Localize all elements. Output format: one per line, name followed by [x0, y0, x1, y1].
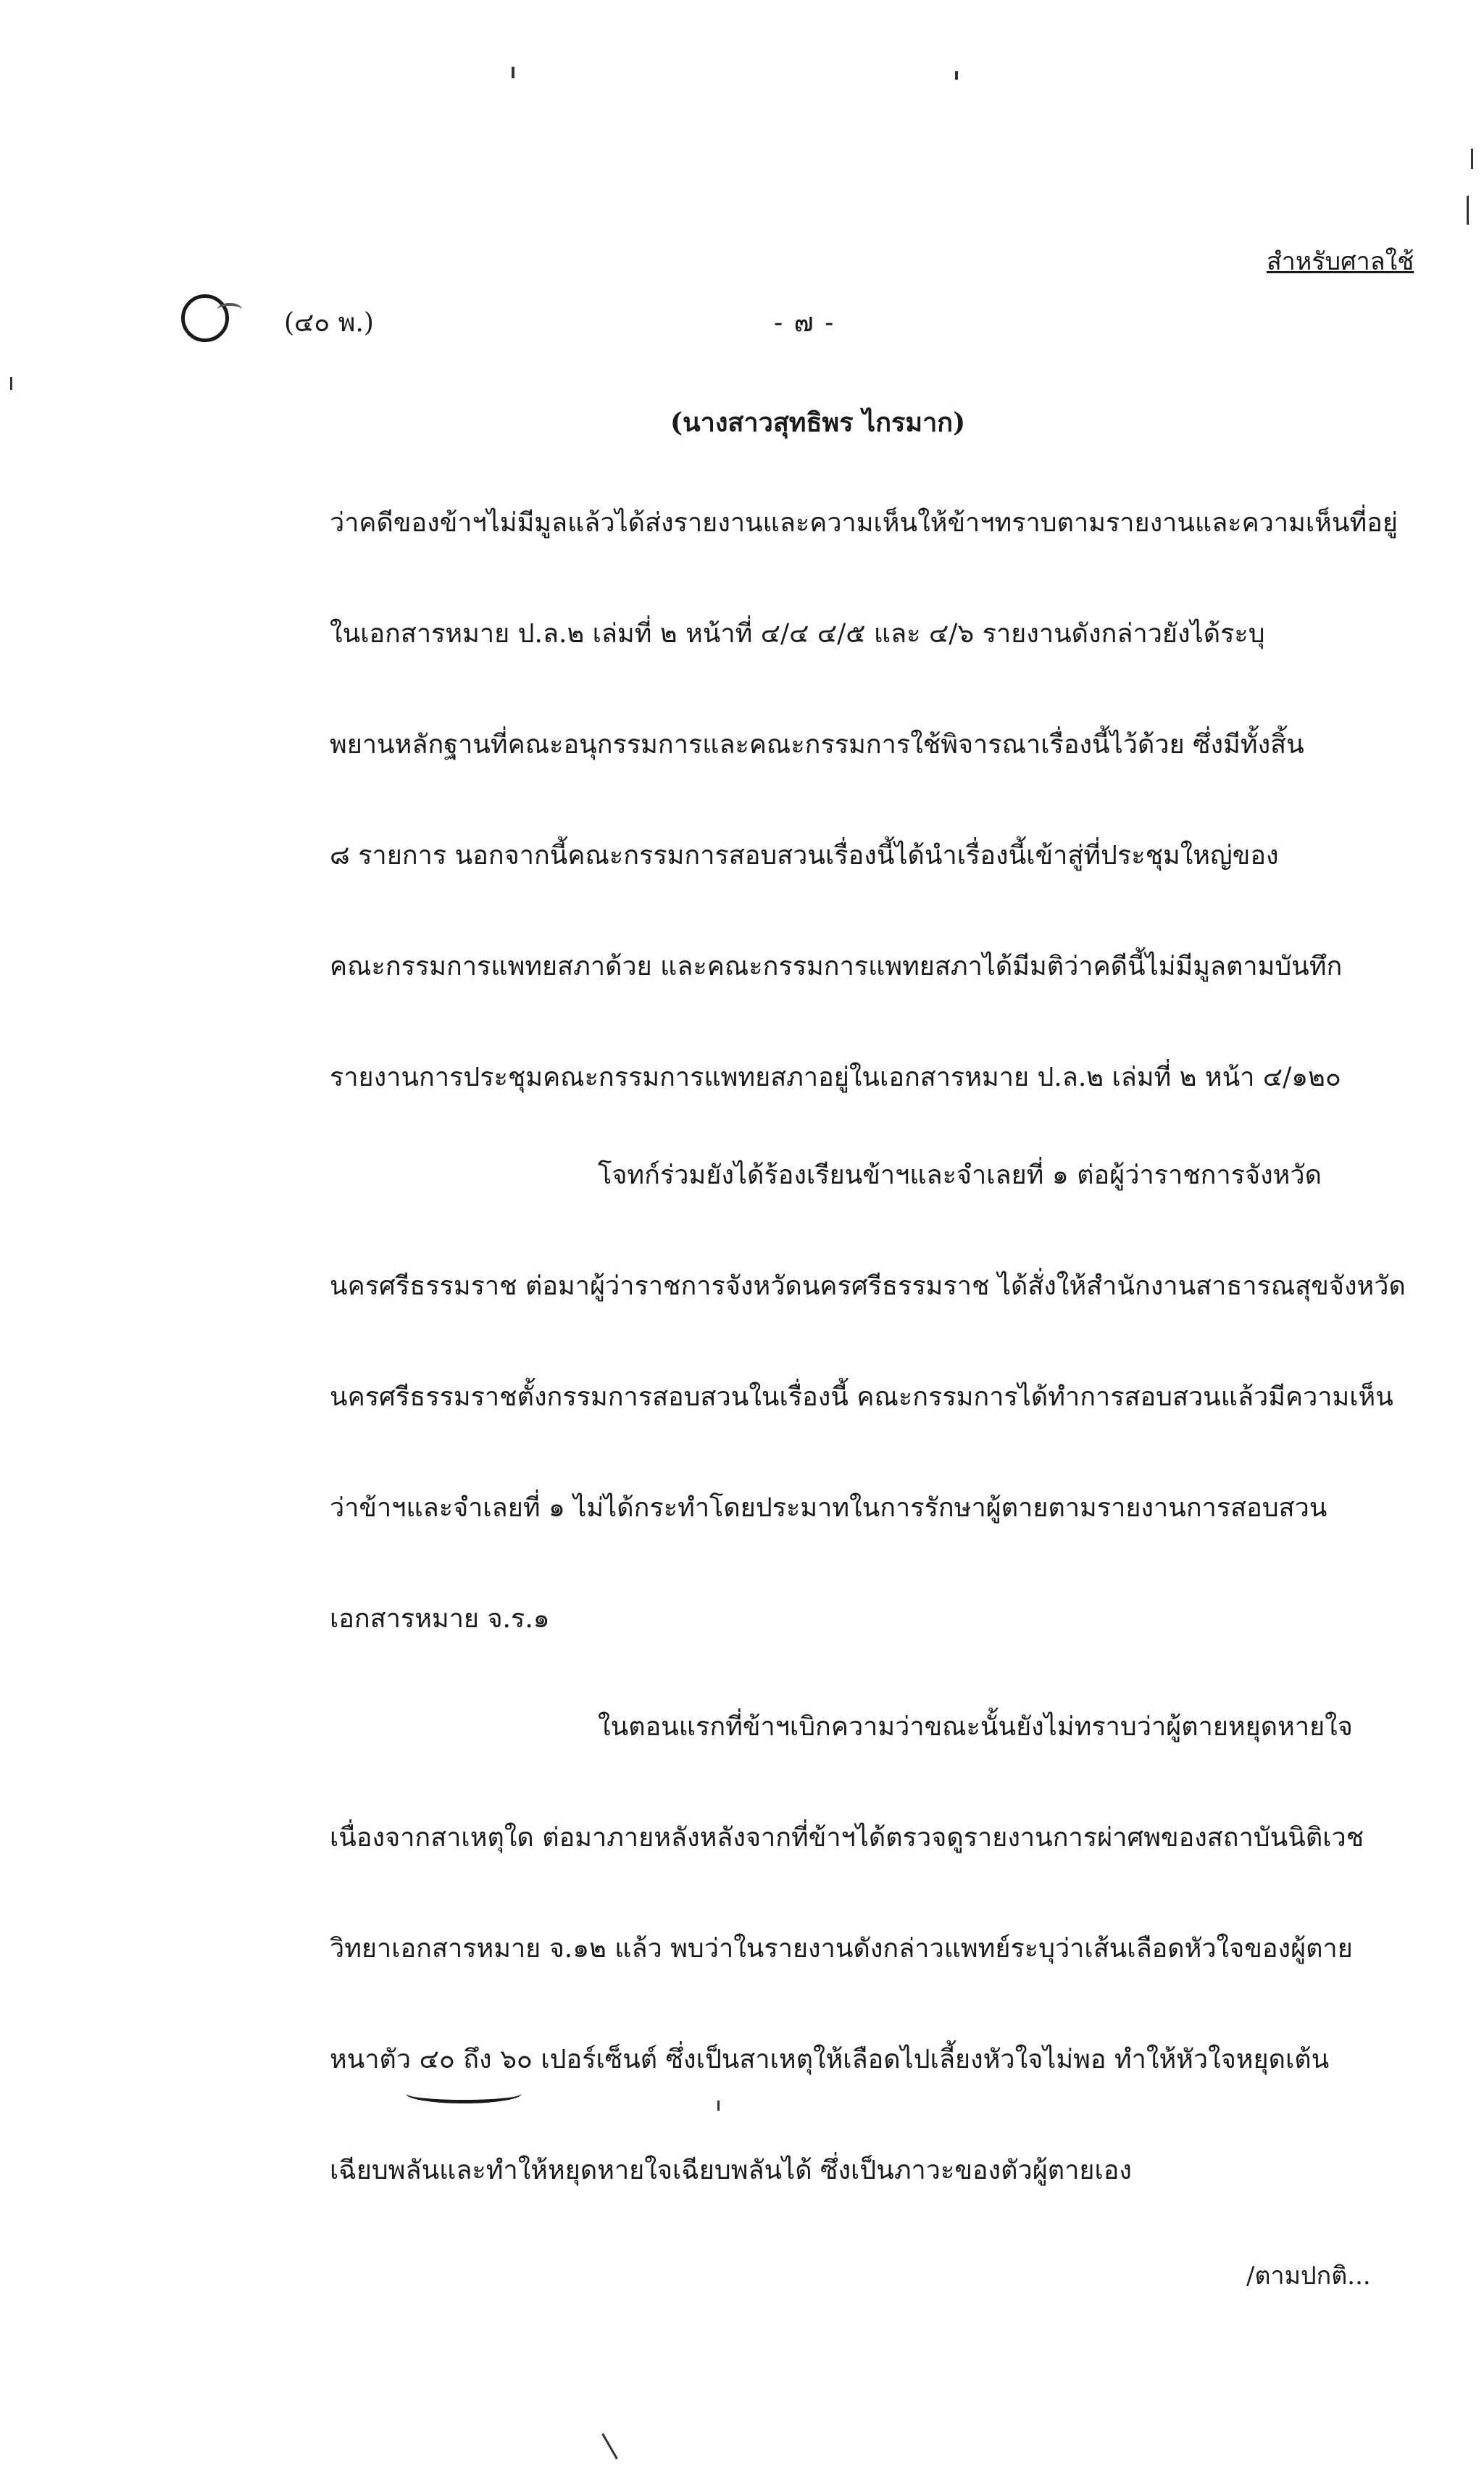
- paragraph-start-line: โจทก์ร่วมยังได้ร้องเรียนข้าฯและจำเลยที่ ๑ ต่อผู้ว่าราชการจังหวัด: [598, 1160, 1322, 1190]
- scan-speck: [1467, 196, 1469, 225]
- witness-name: (นางสาวสุทธิพร ไกรมาก): [670, 407, 966, 438]
- body-line: นครศรีธรรมราชตั้งกรรมการสอบสวนในเรื่องนี้ คณะกรรมการได้ทำการสอบสวนแล้วมีความเห็น: [330, 1382, 1393, 1412]
- handwritten-underline: [406, 2084, 522, 2103]
- body-line: นครศรีธรรมราช ต่อมาผู้ว่าราชการจังหวัดนครศรีธรรมราช ได้สั่งให้สำนักงานสาธารณสุขจังหวัด: [330, 1271, 1406, 1301]
- body-line: คณะกรรมการแพทยสภาด้วย และคณะกรรมการแพทยสภาได้มีมติว่าคดีนี้ไม่มีมูลตามบันทึก: [330, 952, 1343, 981]
- punch-hole-icon: [181, 294, 229, 342]
- punch-hole-mark: [217, 303, 242, 316]
- page-number: - ๗ -: [774, 308, 835, 338]
- body-line: พยานหลักฐานที่คณะอนุกรรมการและคณะกรรมการใช้พิจารณาเรื่องนี้ไว้ด้วย ซึ่งมีทั้งสิ้น: [330, 730, 1304, 760]
- body-line: เฉียบพลันและทำให้หยุดหายใจเฉียบพลันได้ ซึ่งเป็นภาวะของตัวผู้ตายเอง: [330, 2156, 1132, 2185]
- form-code: (๔๐ พ.): [284, 308, 374, 338]
- scan-speck: [1471, 149, 1473, 169]
- body-line: ๘ รายการ นอกจากนี้คณะกรรมการสอบสวนเรื่องนี้ได้นำเรื่องนี้เข้าสู่ที่ประชุมใหญ่ของ: [330, 841, 1279, 871]
- paragraph-start-line: ในตอนแรกที่ข้าฯเบิกความว่าขณะนั้นยังไม่ทราบว่าผู้ตายหยุดหายใจ: [598, 1712, 1353, 1742]
- body-line: ว่าคดีของข้าฯไม่มีมูลแล้วได้ส่งรายงานและความเห็นให้ข้าฯทราบตามรายงานและความเห็นที่อยู่: [330, 508, 1398, 538]
- body-line: รายงานการประชุมคณะกรรมการแพทยสภาอยู่ในเอกสารหมาย ป.ล.๒ เล่มที่ ๒ หน้า ๔/๑๒๐: [330, 1063, 1341, 1092]
- body-line: ว่าข้าฯและจำเลยที่ ๑ ไม่ได้กระทำโดยประมาทในการรักษาผู้ตายตามรายงานการสอบสวน: [330, 1493, 1327, 1523]
- body-line: หนาตัว ๔๐ ถึง ๖๐ เปอร์เซ็นต์ ซึ่งเป็นสาเหตุให้เลือดไปเลี้ยงหัวใจไม่พอ ทำให้หัวใจหยุดเต้น: [330, 2045, 1330, 2074]
- body-line: เอกสารหมาย จ.ร.๑: [330, 1604, 550, 1634]
- scan-speck: [955, 71, 958, 80]
- court-use-label: สำหรับศาลใช้: [1267, 247, 1414, 276]
- body-line: วิทยาเอกสารหมาย จ.๑๒ แล้ว พบว่าในรายงานดังกล่าวแพทย์ระบุว่าเส้นเลือดหัวใจของผู้ตาย: [330, 1934, 1353, 1964]
- scan-speck: [601, 2433, 618, 2459]
- scan-speck: [717, 2101, 720, 2111]
- body-line: ในเอกสารหมาย ป.ล.๒ เล่มที่ ๒ หน้าที่ ๔/๔ ๔/๕ และ ๔/๖ รายงานดังกล่าวยังได้ระบุ: [330, 619, 1265, 649]
- continuation-marker: /ตามปกติ...: [1246, 2261, 1371, 2290]
- body-line: เนื่องจากสาเหตุใด ต่อมาภายหลังหลังจากที่ข้าฯได้ตรวจดูรายงานการผ่าศพของสถาบันนิติเวช: [330, 1823, 1364, 1853]
- scan-speck: [10, 377, 12, 390]
- scan-speck: [512, 67, 514, 78]
